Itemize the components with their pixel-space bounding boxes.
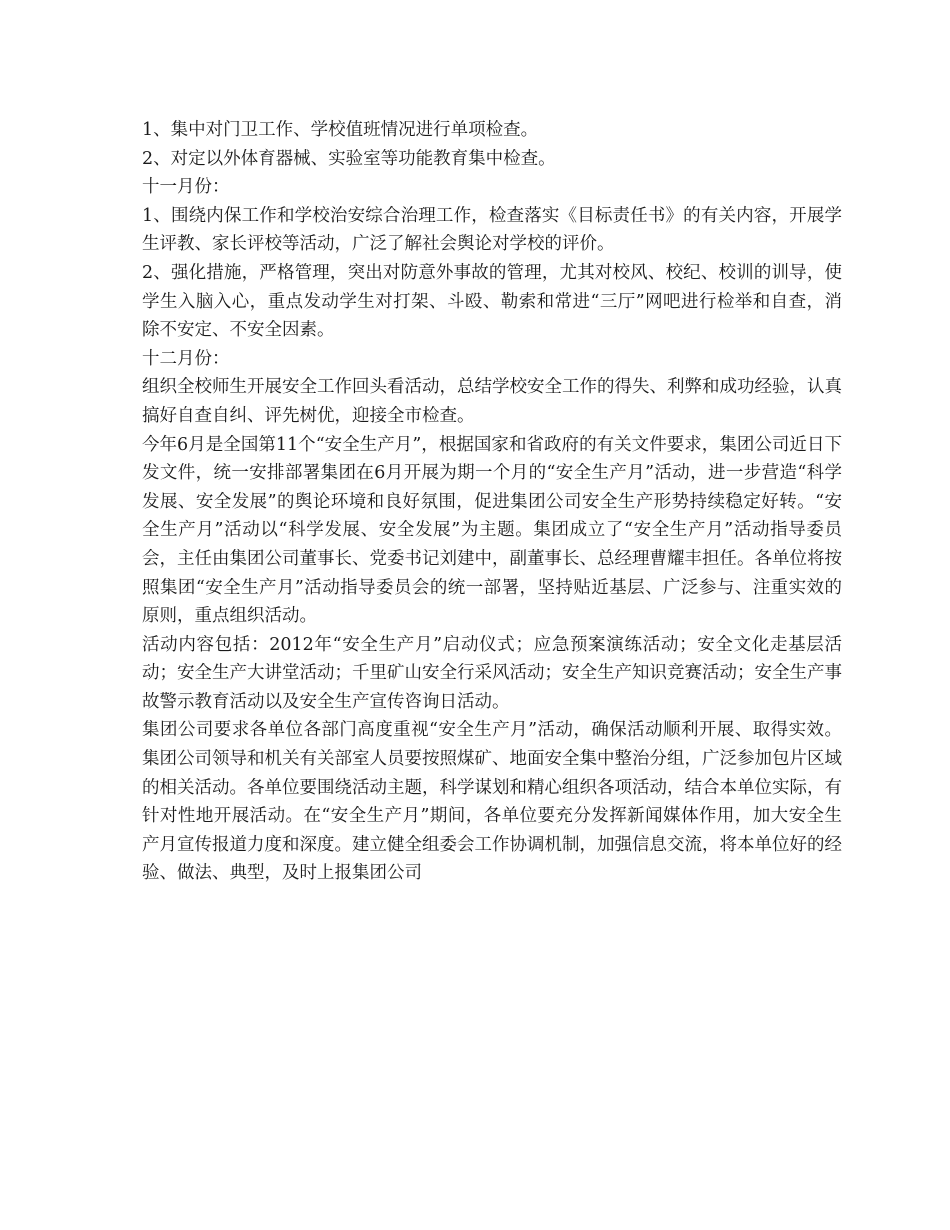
paragraph-8: 集团公司要求各单位各部门高度重视“安全生产月”活动，确保活动顺利开展、取得实效。集团公司领导和机关有关部室人员要按照煤矿、地面安全集中整治分组，广泛参加包片区域的相关活动。各单位要围绕活动主题，科学谋划和精心组织各项活动，结合本单位实际，有针对性地开展活动。在“安全生产月”期间，各单位要充分发挥新闻媒体作用，加大安全生产月宣传报道力度和深度。建立健全组委会工作协调机制，加强信息交流，将本单位好的经验、做法、典型，及时上报集团公司 [142,720,842,884]
section-heading-december: 十二月份： [142,348,230,369]
paragraph-5: 组织全校师生开展安全工作回头看活动，总结学校安全工作的得失、利弊和成功经验，认真搞好自查自纠、评先树优，迎接全市检查。 [142,377,842,426]
paragraph-6: 今年6月是全国第11个“安全生产月”，根据国家和省政府的有关文件要求，集团公司近日下发文件，统一安排部署集团在6月开展为期一个月的“安全生产月”活动，进一步营造“科学发展、安全发展”的舆论环境和良好氛围，促进集团公司安全生产形势持续稳定好转。“安全生产月”活动以“科学发展、安全发展”为主题。集团成立了“安全生产月”活动指导委员会，主任由集团公司董事长、党委书记刘建中，副董事长、总经理曹耀丰担任。各单位将按照集团“安全生产月”活动指导委员会的统一部署，坚持贴近基层、广泛参与、注重实效的原则，重点组织活动。 [142,434,842,627]
paragraph-2: 2、对定以外体育器械、实验室等功能教育集中检查。 [142,148,556,169]
section-heading-november: 十一月份： [142,177,230,198]
paragraph-7: 活动内容包括：2012年“安全生产月”启动仪式；应急预案演练活动；安全文化走基层活动；安全生产大讲堂活动；千里矿山安全行采风活动；安全生产知识竞赛活动；安全生产事故警示教育活动以及安全生产宣传咨询日活动。 [142,634,842,712]
paragraph-1: 1、集中对门卫工作、学校值班情况进行单项检查。 [142,120,539,140]
document-body [142,116,842,888]
paragraph-4: 2、强化措施，严格管理，突出对防意外事故的管理，尤其对校风、校纪、校训的训导，使学生入脑入心，重点发动学生对打架、斗殴、勒索和常进“三厅”网吧进行检举和自查，消除不安定、不安全因素。 [142,262,842,341]
paragraph-3: 1、围绕内保工作和学校治安综合治理工作，检查落实《目标责任书》的有关内容，开展学生评教、家长评校等活动，广泛了解社会舆论对学校的评价。 [142,205,842,255]
